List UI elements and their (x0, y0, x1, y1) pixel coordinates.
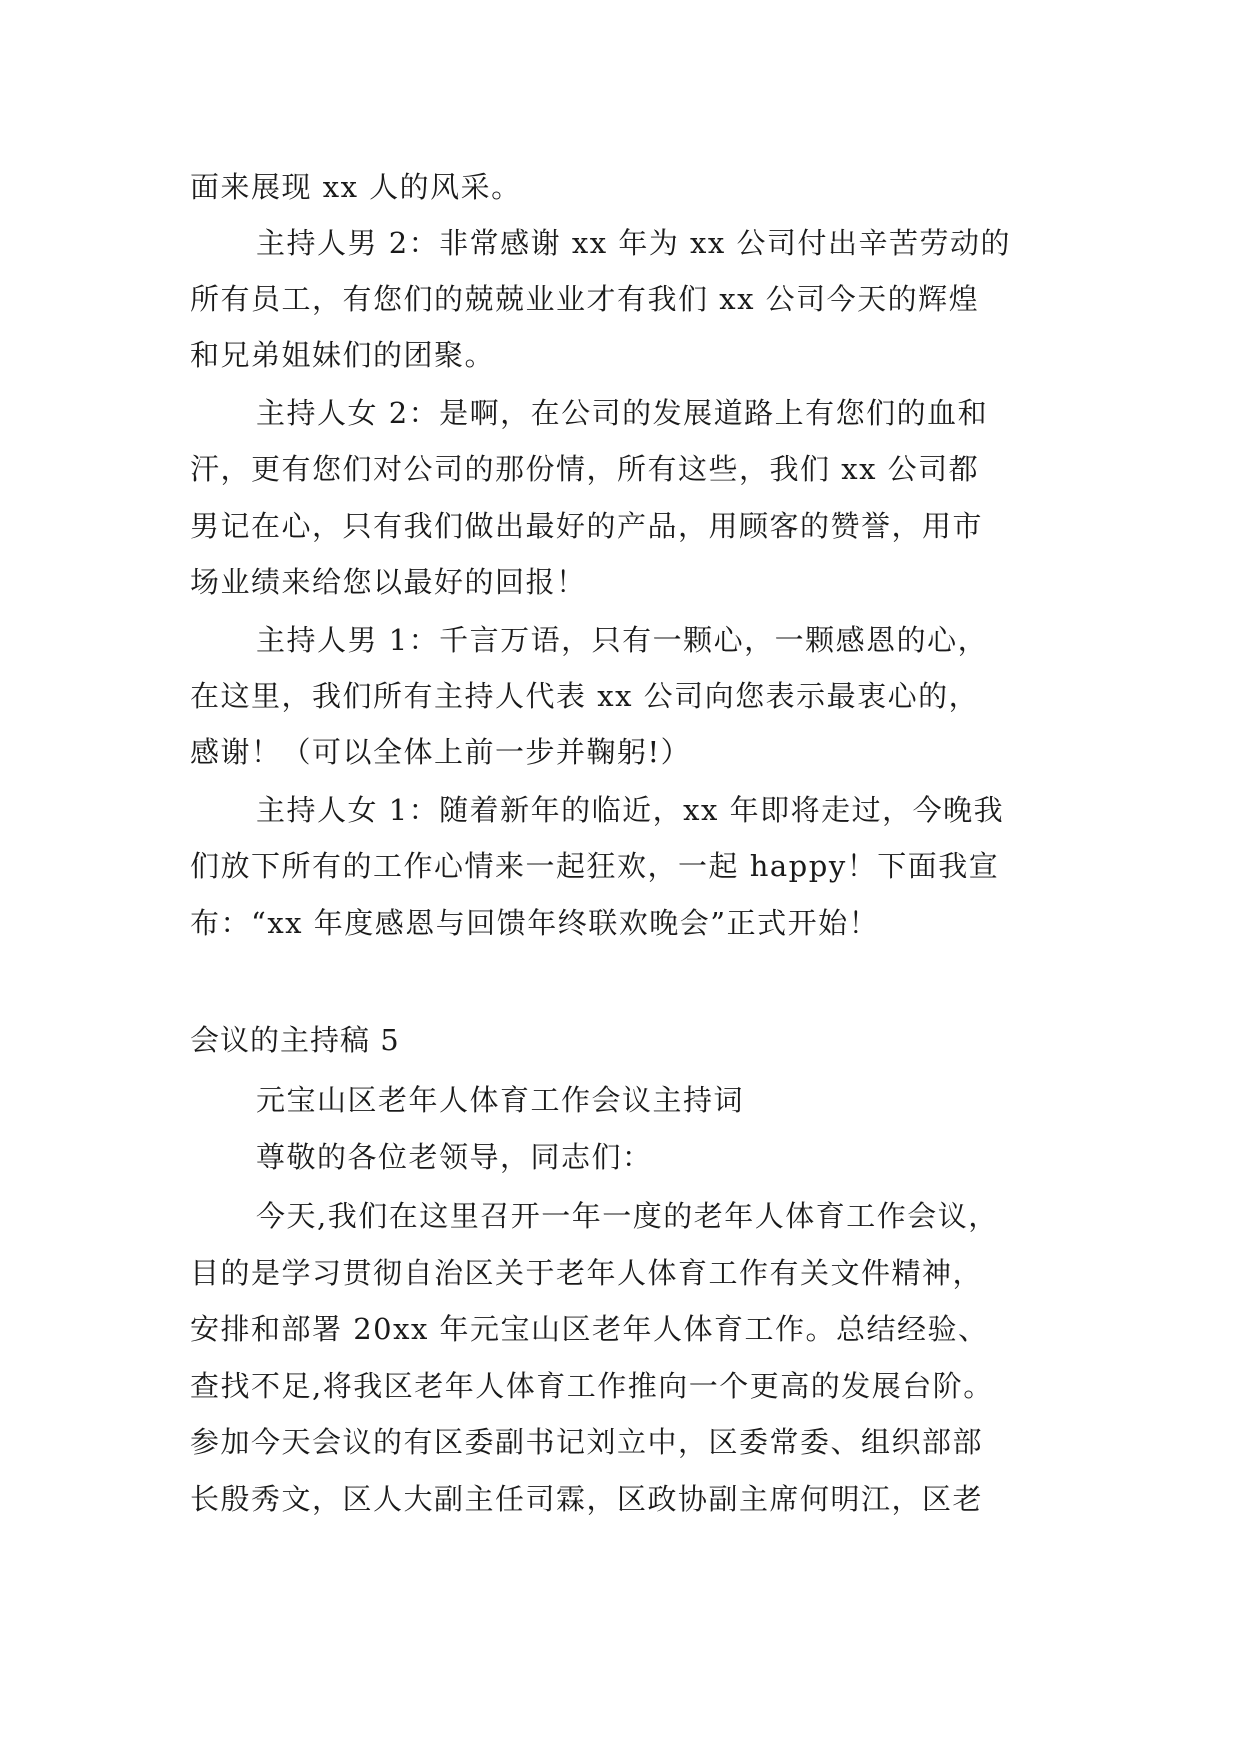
text-line: 汗，更有您们对公司的那份情，所有这些，我们 xx 公司都 (190, 452, 980, 486)
text-line: 参加今天会议的有区委副书记刘立中，区委常委、组织部部 (190, 1425, 984, 1459)
text-line: 长殷秀文，区人大副主任司霖，区政协副主席何明江，区老 (190, 1482, 984, 1516)
salutation: 尊敬的各位老领导，同志们： (256, 1140, 653, 1174)
text-line: 感谢！（可以全体上前一步并鞠躬!） (190, 735, 692, 769)
text-line: 们放下所有的工作心情来一起狂欢，一起 happy！下面我宣 (190, 849, 1000, 883)
text-line: 布：“xx 年度感恩与回馈年终联欢晚会”正式开始！ (190, 906, 880, 940)
text-line: 场业绩来给您以最好的回报！ (190, 565, 587, 599)
text-line: 安排和部署 20xx 年元宝山区老年人体育工作。总结经验、 (190, 1312, 989, 1346)
section-heading: 会议的主持稿 5 (190, 1023, 400, 1057)
text-line: 在这里，我们所有主持人代表 xx 公司向您表示最衷心的， (190, 679, 980, 713)
text-line: 今天,我们在这里召开一年一度的老年人体育工作会议， (256, 1199, 999, 1233)
text-line: 主持人男 1：千言万语，只有一颗心，一颗感恩的心， (256, 623, 989, 657)
text-line: 主持人男 2：非常感谢 xx 年为 xx 公司付出辛苦劳动的 (256, 226, 1011, 260)
text-line: 和兄弟姐妹们的团聚。 (190, 338, 496, 372)
text-line: 主持人女 1：随着新年的临近，xx 年即将走过，今晚我 (256, 793, 1005, 827)
section-subtitle: 元宝山区老年人体育工作会议主持词 (256, 1083, 745, 1117)
text-line: 面来展现 xx 人的风采。 (190, 170, 522, 204)
text-line: 所有员工，有您们的兢兢业业才有我们 xx 公司今天的辉煌 (190, 282, 980, 316)
text-line: 目的是学习贯彻自治区关于老年人体育工作有关文件精神， (190, 1256, 984, 1290)
text-line: 主持人女 2：是啊，在公司的发展道路上有您们的血和 (256, 396, 989, 430)
text-line: 男记在心，只有我们做出最好的产品，用顾客的赞誉，用市 (190, 509, 984, 543)
text-line: 查找不足,将我区老年人体育工作推向一个更高的发展台阶。 (190, 1369, 994, 1403)
